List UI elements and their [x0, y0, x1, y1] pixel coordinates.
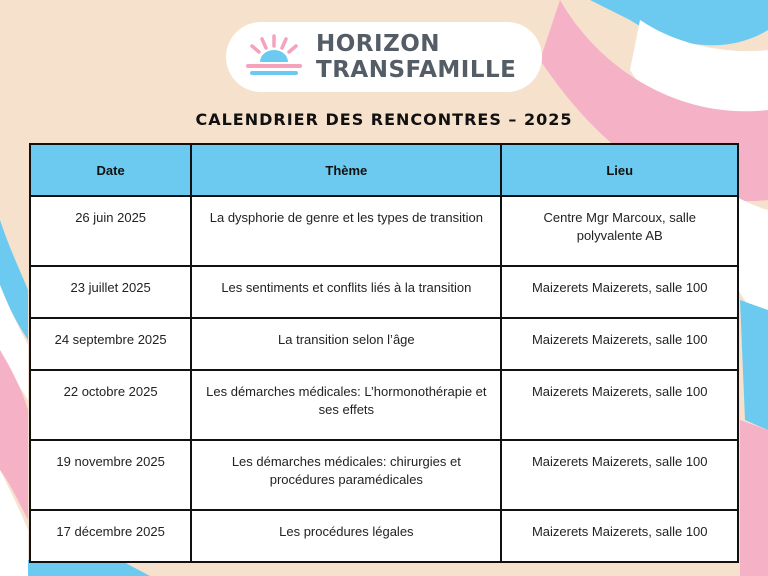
table-header-row — [30, 144, 738, 196]
cell-theme: Les démarches médicales: chirurgies et procédures paramédicales — [191, 440, 501, 510]
cell-place: Maizerets Maizerets, salle 100 — [501, 370, 738, 440]
table-row — [30, 318, 738, 370]
column-header-theme: Thème — [191, 144, 501, 196]
cell-theme: La dysphorie de genre et les types de transition — [191, 196, 501, 266]
cell-date: 19 novembre 2025 — [30, 440, 191, 510]
logo-line-1: HORIZON — [316, 31, 441, 57]
logo-wordmark — [316, 31, 516, 83]
page-title: CALENDRIER DES RENCONTRES – 2025 — [195, 110, 573, 129]
table-row — [30, 370, 738, 440]
cell-date: 22 octobre 2025 — [30, 370, 191, 440]
column-header-place: Lieu — [501, 144, 738, 196]
cell-date: 24 septembre 2025 — [30, 318, 191, 370]
cell-place: Maizerets Maizerets, salle 100 — [501, 318, 738, 370]
cell-theme: Les démarches médicales: L’hormonothérapie et ses effets — [191, 370, 501, 440]
table-row — [30, 196, 738, 266]
column-header-date: Date — [30, 144, 191, 196]
cell-place: Maizerets Maizerets, salle 100 — [501, 266, 738, 318]
logo-line-2: TRANSFAMILLE — [316, 57, 517, 83]
cell-place: Maizerets Maizerets, salle 100 — [501, 440, 738, 510]
cell-date: 17 décembre 2025 — [30, 510, 191, 562]
logo-badge — [226, 22, 542, 92]
table-row — [30, 266, 738, 318]
cell-place: Centre Mgr Marcoux, salle polyvalente AB — [501, 196, 738, 266]
cell-place: Maizerets Maizerets, salle 100 — [501, 510, 738, 562]
cell-theme: La transition selon l’âge — [191, 318, 501, 370]
table-row — [30, 440, 738, 510]
sunrise-logo-icon — [240, 32, 308, 82]
cell-theme: Les procédures légales — [191, 510, 501, 562]
cell-date: 26 juin 2025 — [30, 196, 191, 266]
cell-date: 23 juillet 2025 — [30, 266, 191, 318]
schedule-table — [29, 143, 739, 563]
table-row — [30, 510, 738, 562]
cell-theme: Les sentiments et conflits liés à la transition — [191, 266, 501, 318]
